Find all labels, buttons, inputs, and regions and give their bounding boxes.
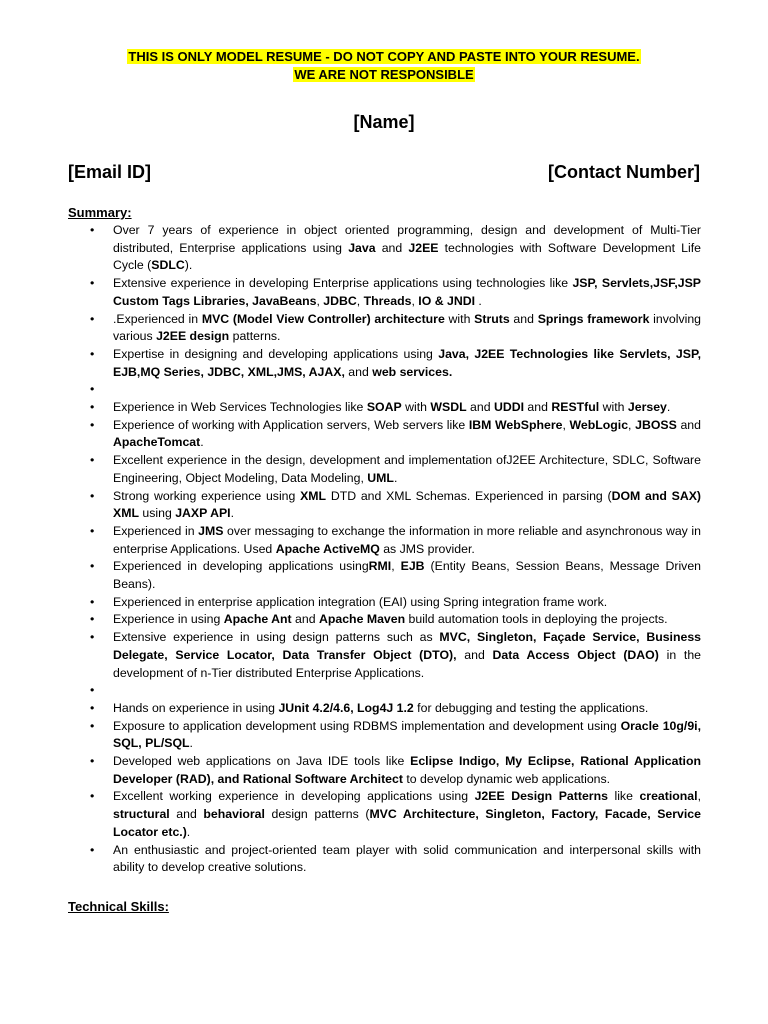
summary-bullet: • Extensive experience in using design patterns such as MVC, Singleton, Façade Service, Business Delegate, Service Locator, Data Transfer Object (DTO), and Data Access Object (DAO) in the development of n-Tier distributed Enterprise Applications. (68, 629, 701, 682)
summary-heading: Summary: (68, 205, 132, 220)
summary-bullet: • Over 7 years of experience in object oriented programming, design and development of Multi-Tier distributed, Enterprise applications using Java and J2EE technologies with Software Development Life Cycle (SDLC). (68, 222, 701, 275)
summary-bullet: • Experience of working with Application servers, Web servers like IBM WebSphere, WebLogic, JBOSS and ApacheTomcat. (68, 417, 701, 452)
summary-bullet: • Experienced in enterprise application integration (EAI) using Spring integration frame work. (68, 594, 701, 612)
summary-bullet: • Exposure to application development using RDBMS implementation and development using Oracle 10g/9i, SQL, PL/SQL. (68, 718, 701, 753)
summary-bullet: • Experienced in JMS over messaging to exchange the information in more reliable and asynchronous way in enterprise Applications. Used Apache ActiveMQ as JMS provider. (68, 523, 701, 558)
summary-bullet (68, 682, 701, 700)
technical-skills-heading: Technical Skills: (68, 899, 169, 914)
summary-bullet: • Experience in using Apache Ant and Apache Maven build automation tools in deploying the projects. (68, 611, 701, 629)
contact-number-placeholder: [Contact Number] (548, 162, 700, 182)
disclaimer-text-2: WE ARE NOT RESPONSIBLE (294, 67, 474, 82)
summary-bullet: • Extensive experience in developing Enterprise applications using technologies like JSP, Servlets,JSF,JSP Custom Tags Libraries, JavaBeans, JDBC, Threads, IO & JNDI . (68, 275, 701, 310)
summary-bullet: • Excellent experience in the design, development and implementation ofJ2EE Architecture, SDLC, Software Engineering, Object Modeling, Data Modeling, UML. (68, 452, 701, 487)
email-placeholder: [Email ID] (68, 162, 152, 182)
summary-bullet (68, 381, 701, 399)
summary-bullet: • Developed web applications on Java IDE tools like Eclipse Indigo, My Eclipse, Rational Application Developer (RAD), and Rational Software Architect to develop dynamic web applications. (68, 753, 701, 788)
summary-bullet: • Experience in Web Services Technologies like SOAP with WSDL and UDDI and RESTful with Jersey. (68, 399, 701, 417)
disclaimer-line-1 (0, 48, 768, 66)
summary-bullet: • Hands on experience in using JUnit 4.2/4.6, Log4J 1.2 for debugging and testing the applications. (68, 700, 701, 718)
summary-list (68, 222, 701, 877)
summary-bullet: • .Experienced in MVC (Model View Controller) architecture with Struts and Springs framework involving various J2EE design patterns. (68, 311, 701, 346)
summary-bullet: • An enthusiastic and project-oriented team player with solid communication and interpersonal skills with ability to develop creative solutions. (68, 842, 701, 877)
summary-bullet: • Experienced in developing applications usingRMI, EJB (Entity Beans, Session Beans, Message Driven Beans). (68, 558, 701, 593)
candidate-name: [Name] (353, 112, 415, 132)
summary-bullet: • Strong working experience using XML DTD and XML Schemas. Experienced in parsing (DOM and SAX) XML using JAXP API. (68, 488, 701, 523)
disclaimer-line-2 (0, 66, 768, 84)
summary-bullet: • Expertise in designing and developing applications using Java, J2EE Technologies like Servlets, JSP, EJB,MQ Series, JDBC, XML,JMS, AJAX, and web services. (68, 346, 701, 381)
disclaimer-text-1: THIS IS ONLY MODEL RESUME - DO NOT COPY AND PASTE INTO YOUR RESUME. (128, 49, 640, 64)
summary-bullet: • Excellent working experience in developing applications using J2EE Design Patterns like creational, structural and behavioral design patterns (MVC Architecture, Singleton, Factory, Facade, Service Locator etc.). (68, 788, 701, 841)
